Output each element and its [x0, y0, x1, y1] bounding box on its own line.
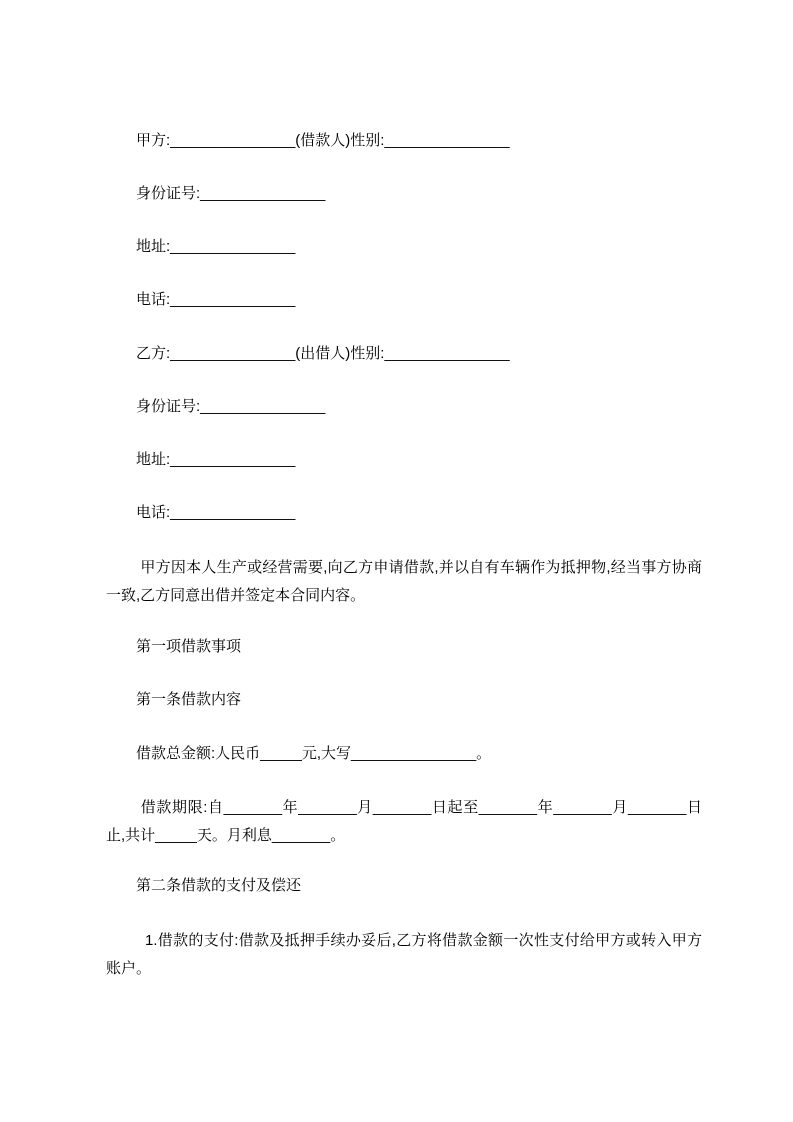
- party-b-id-number: 身份证号:_______________: [136, 398, 326, 415]
- section-heading-1: 第一项借款事项: [136, 638, 242, 655]
- party-a-id-number: 身份证号:_______________: [136, 185, 326, 202]
- party-b-name-gender: 乙方:_______________(出借人)性别:_______________: [136, 345, 510, 362]
- loan-amount-line: 借款总金额:人民币_____元,大写_______________。: [136, 745, 492, 762]
- article-heading-1: 第一条借款内容: [136, 691, 242, 708]
- party-a-address: 地址:_______________: [136, 238, 296, 255]
- loan-term-paragraph: 借款期限:自_______年_______月_______日起至_______年_______月_______日止,共计_____天。月利息_______。: [106, 799, 703, 844]
- article-heading-2: 第二条借款的支付及偿还: [136, 877, 302, 894]
- party-a-phone: 电话:_______________: [136, 291, 296, 308]
- party-a-name-gender: 甲方:_______________(借款人)性别:_______________: [136, 132, 510, 149]
- payment-clause-paragraph: 1.借款的支付:借款及抵押手续办妥后,乙方将借款金额一次性支付给甲方或转入甲方账户。: [106, 932, 702, 977]
- party-b-phone: 电话:_______________: [136, 504, 296, 521]
- party-b-address: 地址:_______________: [136, 451, 296, 468]
- preamble-paragraph: 甲方因本人生产或经营需要,向乙方申请借款,并以自有车辆作为抵押物,经当事方协商一致,乙方同意出借并签定本合同内容。: [106, 559, 702, 604]
